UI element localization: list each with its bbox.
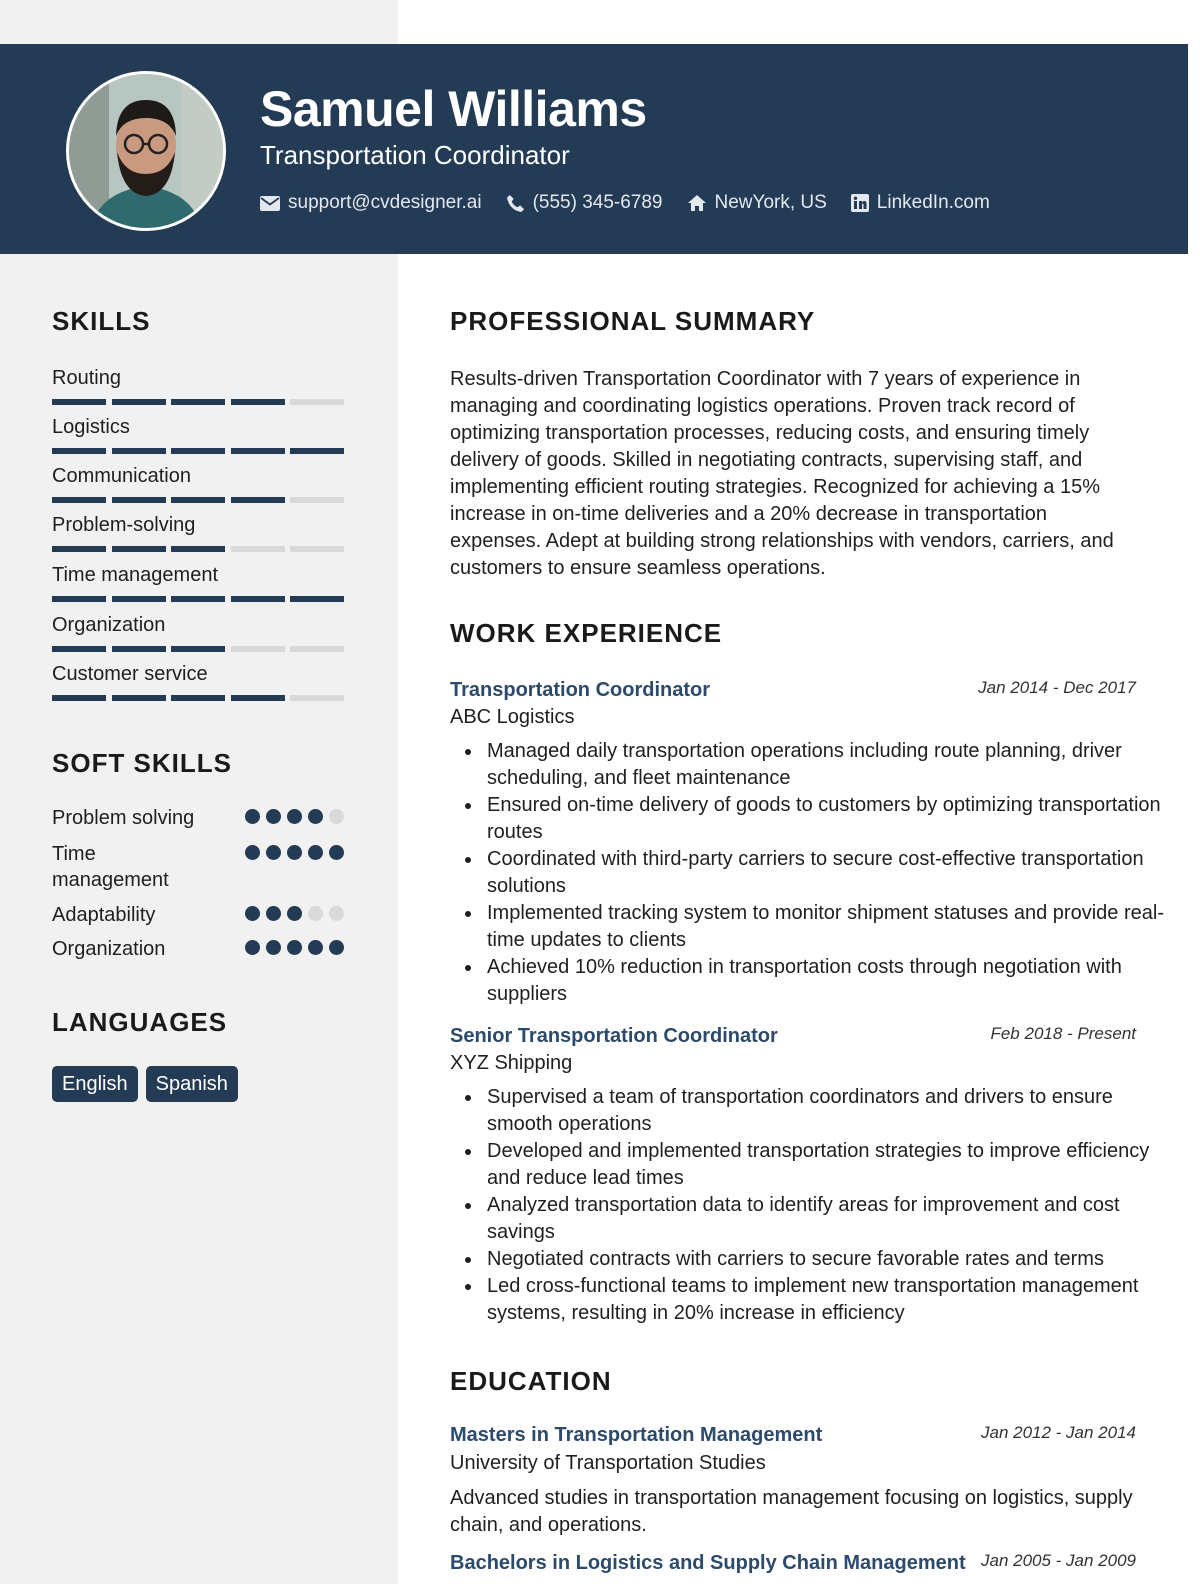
edu-1-school: University of Transportation Studies [450,1452,766,1474]
skill-label: Organization [52,614,166,636]
skill-level-bar [52,546,344,552]
job-2-bullets [450,1084,1177,1327]
rating-dot [329,809,344,824]
rating-dot [266,845,281,860]
summary-heading: PROFESSIONAL SUMMARY [450,306,816,336]
skill-level-segment [52,695,106,701]
list-item: Managed daily transportation operations including route planning, driver scheduling, and fleet maintenance [487,738,1177,792]
rating-dot [245,845,260,860]
edu-1-degree: Masters in Transportation Management [450,1424,823,1446]
list-item: Achieved 10% reduction in transportation costs through negotiation with suppliers [487,954,1177,1008]
skill-level-segment [52,646,106,652]
envelope-icon [260,196,280,211]
skill-label: Time management [52,564,218,586]
soft-skill-rating [245,940,350,955]
soft-skill-label: Problem solving [52,807,195,829]
avatar [66,71,226,231]
skill-level-segment [231,546,285,552]
list-item: Coordinated with third-party carriers to secure cost-effective transportation solutions [487,846,1177,900]
rating-dot [245,940,260,955]
edu-1-dates: Jan 2012 - Jan 2014 [980,1423,1136,1442]
skill-level-segment [112,596,166,602]
skill-row [52,513,344,552]
soft-skill-label: Time management [52,843,169,891]
skill-label: Problem-solving [52,514,196,536]
job-1-title: Transportation Coordinator [450,679,710,701]
skill-level-segment [171,399,225,405]
rating-dot [245,906,260,921]
skill-level-segment [290,448,344,454]
skill-level-bar [52,695,344,701]
skill-level-segment [231,399,285,405]
rating-dot [266,940,281,955]
skill-level-segment [290,596,344,602]
rating-dot [308,940,323,955]
skill-level-segment [171,448,225,454]
job-1-company: ABC Logistics [450,706,575,728]
home-icon [687,194,707,212]
rating-dot [329,906,344,921]
skill-label: Logistics [52,416,130,438]
rating-dot [308,845,323,860]
phone-text: (555) 345-6789 [532,192,663,213]
skill-row [52,662,344,701]
skill-level-segment [112,497,166,503]
skill-level-segment [52,448,106,454]
skill-row [52,366,344,405]
languages-list [52,1066,246,1102]
rating-dot [287,845,302,860]
skill-level-segment [112,448,166,454]
rating-dot [287,809,302,824]
resume-header [0,44,1188,254]
skill-level-segment [231,695,285,701]
job-title: Transportation Coordinator [260,140,570,170]
language-badge: English [52,1066,138,1102]
skill-level-segment [112,399,166,405]
skill-row [52,415,344,454]
skill-level-bar [52,596,344,602]
skill-level-segment [290,497,344,503]
list-item: Negotiated contracts with carriers to secure favorable rates and terms [487,1246,1177,1273]
skill-level-segment [290,646,344,652]
rating-dot [266,906,281,921]
skill-level-segment [231,646,285,652]
skills-heading: SKILLS [52,306,151,336]
list-item: Ensured on-time delivery of goods to customers by optimizing transportation routes [487,792,1177,846]
summary-text: Results-driven Transportation Coordinator with 7 years of experience in managing and coordinating logistics operations. Proven track record of optimizing transportation processes, reducing costs, and ensuring timely delivery of goods. Skilled in negotiating contracts, supervising staff, and implementing efficient routing strategies. Recognized for achieving a 15% increase in on-time deliveries and a 20% decrease in transportation expenses. Adept at building strong relationships with vendors, carriers, and customers to ensure seamless operations. [450,368,1114,579]
languages-heading: LANGUAGES [52,1007,228,1037]
job-1-dates: Jan 2014 - Dec 2017 [978,678,1136,697]
skill-level-segment [171,646,225,652]
skill-label: Customer service [52,663,208,685]
skill-level-segment [171,596,225,602]
edu-1-description: Advanced studies in transportation management focusing on logistics, supply chain, and operations. [450,1487,1133,1536]
job-1-bullets [450,738,1177,1008]
skill-level-segment [52,546,106,552]
list-item: Developed and implemented transportation strategies to improve efficiency and reduce lead times [487,1138,1177,1192]
location-text: NewYork, US [714,192,827,213]
skill-level-segment [290,546,344,552]
rating-dot [308,906,323,921]
skill-level-segment [52,399,106,405]
contact-linkedin[interactable] [851,192,990,214]
experience-heading: WORK EXPERIENCE [450,618,723,648]
soft-skill-label: Adaptability [52,904,156,926]
linkedin-icon [851,194,869,212]
contact-phone[interactable] [506,192,663,214]
contact-location [687,192,827,214]
skill-row [52,464,344,503]
skill-level-segment [231,448,285,454]
skill-level-segment [52,596,106,602]
job-2-title: Senior Transportation Coordinator [450,1025,778,1047]
skill-row [52,563,344,602]
edu-2-dates: Jan 2005 - Jan 2009 [980,1551,1136,1570]
rating-dot [329,845,344,860]
skill-level-segment [171,695,225,701]
soft-skill-rating [245,845,350,860]
rating-dot [287,906,302,921]
skill-level-segment [112,695,166,701]
skill-label: Routing [52,367,121,389]
skill-level-segment [171,546,225,552]
skill-level-bar [52,448,344,454]
rating-dot [287,940,302,955]
list-item: Supervised a team of transportation coordinators and drivers to ensure smooth operations [487,1084,1177,1138]
job-2-company: XYZ Shipping [450,1052,573,1074]
skill-level-bar [52,497,344,503]
skill-level-segment [290,399,344,405]
skill-level-segment [52,497,106,503]
soft-skill-label: Organization [52,938,166,960]
rating-dot [329,940,344,955]
list-item: Implemented tracking system to monitor shipment statuses and provide real-time updates to clients [487,900,1177,954]
contact-email[interactable] [260,192,482,214]
rating-dot [245,809,260,824]
soft-skill-rating [245,809,350,824]
skill-level-segment [231,497,285,503]
education-heading: EDUCATION [450,1366,612,1396]
skill-level-bar [52,646,344,652]
soft-skill-rating [245,906,350,921]
skill-level-segment [231,596,285,602]
candidate-name: Samuel Williams [260,81,647,137]
language-badge: Spanish [146,1066,238,1102]
linkedin-text: LinkedIn.com [876,192,990,213]
email-text: support@cvdesigner.ai [288,192,482,213]
skill-row [52,613,344,652]
list-item: Analyzed transportation data to identify areas for improvement and cost savings [487,1192,1177,1246]
job-2-dates: Feb 2018 - Present [990,1024,1136,1043]
skill-level-bar [52,399,344,405]
phone-icon [506,194,525,213]
rating-dot [308,809,323,824]
soft-skills-heading: SOFT SKILLS [52,748,232,778]
edu-2-degree: Bachelors in Logistics and Supply Chain Management [450,1552,966,1574]
skill-level-segment [112,546,166,552]
rating-dot [266,809,281,824]
skill-label: Communication [52,465,191,487]
skill-level-segment [112,646,166,652]
list-item: Led cross-functional teams to implement new transportation management systems, resulting in 20% increase in efficiency [487,1273,1177,1327]
skill-level-segment [290,695,344,701]
contact-row [260,190,1014,216]
skill-level-segment [171,497,225,503]
